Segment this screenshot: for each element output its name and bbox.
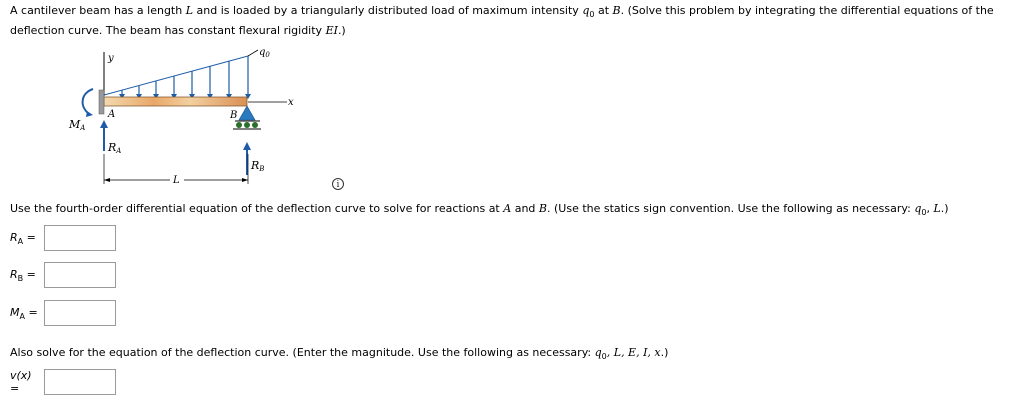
- part2-prompt: Also solve for the equation of the deflection curve. (Enter the magnitude. Use the following as necessary: $q_0$, L, E, I, x.): [10, 346, 669, 361]
- roller: [236, 122, 242, 128]
- point-a-label: A: [108, 109, 116, 120]
- roller: [252, 122, 258, 128]
- load-arrows: [119, 61, 251, 99]
- ma-label: $M_A$ =: [10, 305, 38, 321]
- vx-input[interactable]: [44, 369, 116, 395]
- part1-prompt: Use the fourth-order differential equation of the deflection curve to solve for reactions at A and B. (Use the statics sign convention. Use the following as necessary: $q_0$, L.): [10, 202, 949, 217]
- vx-label: v(x) =: [10, 369, 32, 395]
- point-b-label: B: [230, 110, 238, 121]
- moment-arrow: [83, 89, 93, 114]
- q0-label: $q_0$: [259, 47, 270, 59]
- pin-support: [239, 106, 255, 120]
- rb-row: [10, 262, 116, 288]
- fixed-support: [99, 90, 104, 114]
- info-icon[interactable]: i: [332, 178, 344, 190]
- reaction-a-label: RA: [108, 141, 122, 155]
- load-slope-line: [104, 56, 248, 95]
- roller: [244, 122, 250, 128]
- ra-row: [10, 225, 116, 251]
- problem-statement: A cantilever beam has a length L and is loaded by a triangularly distributed load of maximum intensity $q_0$ at B. (Solve this problem by integrating the differential equations of the deflection curve. The beam has constant flexural rigidity EI.): [10, 4, 994, 37]
- ma-row: [10, 300, 116, 326]
- x-axis-label: x: [288, 97, 294, 108]
- ra-label: $R_A$ =: [10, 230, 36, 246]
- beam-diagram: [55, 44, 315, 186]
- ma-input[interactable]: [44, 300, 116, 326]
- rb-input[interactable]: [44, 262, 116, 288]
- vx-row: [10, 369, 116, 395]
- y-axis-label: y: [108, 53, 114, 64]
- length-label: L: [173, 175, 180, 186]
- moment-label: MA: [69, 118, 86, 132]
- beam: [104, 97, 247, 106]
- rb-label: $R_B$ =: [10, 267, 36, 283]
- reaction-b-label: RB: [251, 159, 265, 173]
- ra-input[interactable]: [44, 225, 116, 251]
